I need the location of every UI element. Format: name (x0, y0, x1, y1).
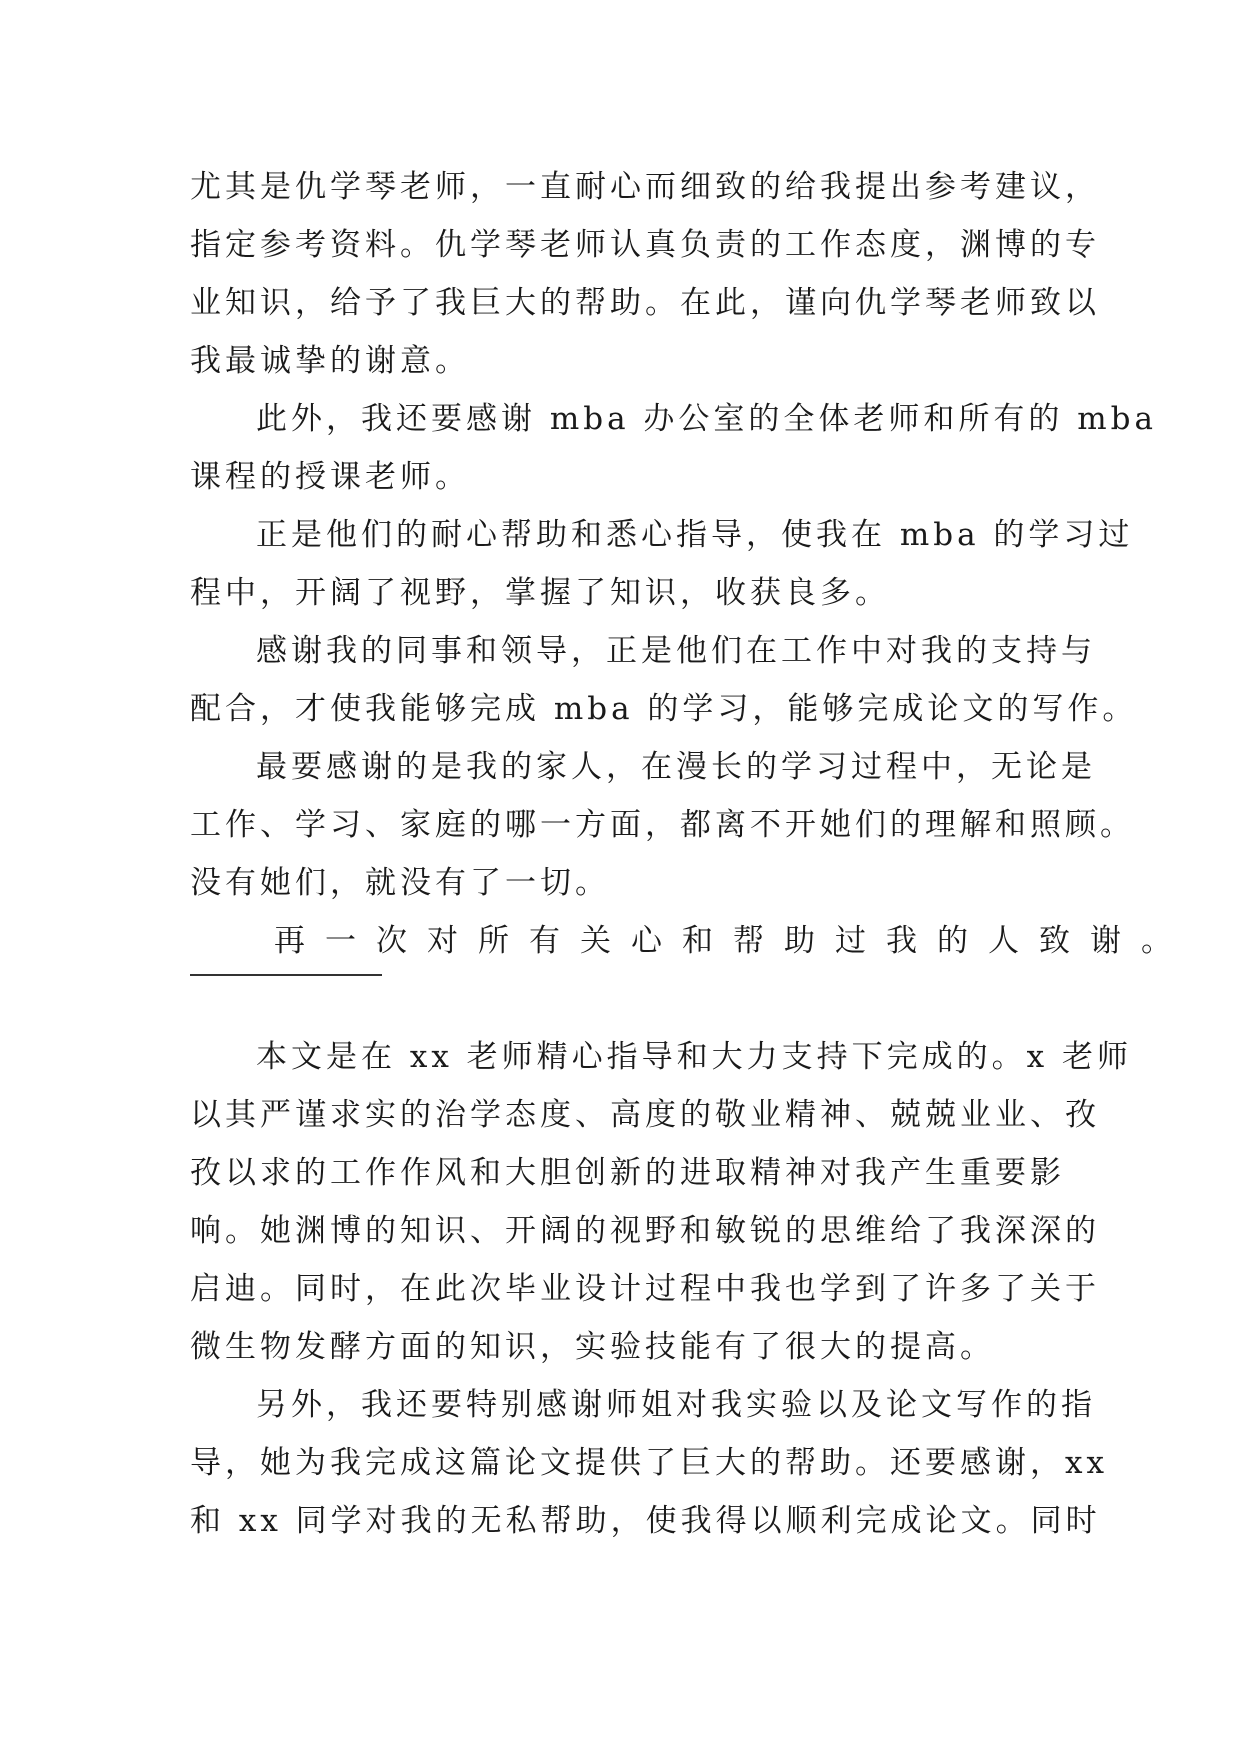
closing-thanks-line: 再一次对所有关心和帮助过我的人致谢。 (274, 923, 1192, 959)
text-line: 没有她们，就没有了一切。 (190, 865, 610, 901)
paragraph-first-line: 另外，我还要特别感谢师姐对我实验以及论文写作的指 (256, 1387, 1096, 1423)
paragraph-first-line: 感谢我的同事和领导，正是他们在工作中对我的支持与 (256, 633, 1096, 669)
text-line: 和 xx 同学对我的无私帮助，使我得以顺利完成论文。同时 (190, 1503, 1101, 1539)
paragraph-first-line: 本文是在 xx 老师精心指导和大力支持下完成的。x 老师 (256, 1039, 1133, 1075)
text-line: 课程的授课老师。 (190, 459, 470, 495)
text-line: 业知识，给予了我巨大的帮助。在此，谨向仇学琴老师致以 (190, 285, 1100, 321)
text-line: 我最诚挚的谢意。 (190, 343, 470, 379)
text-line: 响。她渊博的知识、开阔的视野和敏锐的思维给了我深深的 (190, 1213, 1100, 1249)
text-line: 配合，才使我能够完成 mba 的学习，能够完成论文的写作。 (190, 691, 1138, 727)
paragraph-first-line: 正是他们的耐心帮助和悉心指导，使我在 mba 的学习过 (256, 517, 1134, 553)
separator-line (190, 970, 1070, 1028)
text-line: 尤其是仇学琴老师，一直耐心而细致的给我提出参考建议， (190, 169, 1100, 205)
separator-rule (190, 974, 382, 976)
text-line: 工作、学习、家庭的哪一方面，都离不开她们的理解和照顾。 (190, 807, 1135, 843)
text-line: 微生物发酵方面的知识，实验技能有了很大的提高。 (190, 1329, 995, 1365)
text-line: 指定参考资料。仇学琴老师认真负责的工作态度，渊博的专 (190, 227, 1100, 263)
paragraph-first-line: 最要感谢的是我的家人，在漫长的学习过程中，无论是 (256, 749, 1096, 785)
document-body (190, 158, 1192, 1550)
text-line: 导，她为我完成这篇论文提供了巨大的帮助。还要感谢，xx (190, 1445, 1108, 1481)
paragraph-first-line: 此外，我还要感谢 mba 办公室的全体老师和所有的 mba (256, 401, 1158, 437)
text-line: 程中，开阔了视野，掌握了知识，收获良多。 (190, 575, 890, 611)
text-line: 启迪。同时，在此次毕业设计过程中我也学到了许多了关于 (190, 1271, 1100, 1307)
text-line: 孜以求的工作作风和大胆创新的进取精神对我产生重要影 (190, 1155, 1065, 1191)
text-line: 以其严谨求实的治学态度、高度的敬业精神、兢兢业业、孜 (190, 1097, 1100, 1133)
